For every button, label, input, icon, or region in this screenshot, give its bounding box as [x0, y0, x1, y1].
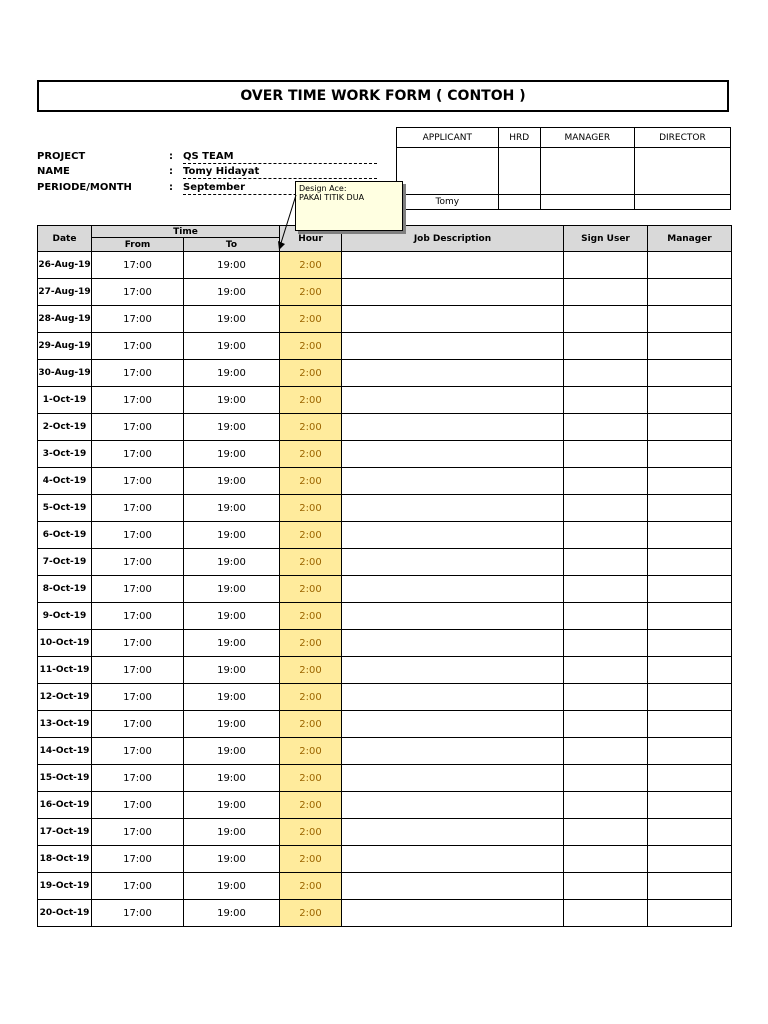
overtime-table — [37, 225, 732, 927]
sign-user-cell[interactable] — [564, 441, 648, 468]
job-description-cell[interactable] — [342, 468, 564, 495]
from-cell[interactable]: 17:00 — [92, 549, 184, 576]
to-cell[interactable]: 19:00 — [184, 873, 280, 900]
sign-user-cell[interactable] — [564, 252, 648, 279]
hour-cell[interactable]: 2:00 — [280, 549, 342, 576]
hour-cell[interactable]: 2:00 — [280, 819, 342, 846]
sign-user-cell[interactable] — [564, 522, 648, 549]
manager-cell[interactable] — [648, 792, 732, 819]
to-cell[interactable]: 19:00 — [184, 522, 280, 549]
hour-cell[interactable]: 2:00 — [280, 576, 342, 603]
manager-cell[interactable] — [648, 738, 732, 765]
from-cell[interactable]: 17:00 — [92, 387, 184, 414]
date-cell[interactable]: 27-Aug-19 — [38, 279, 92, 306]
to-cell[interactable]: 19:00 — [184, 252, 280, 279]
date-cell[interactable]: 16-Oct-19 — [38, 792, 92, 819]
hour-cell[interactable]: 2:00 — [280, 684, 342, 711]
from-cell[interactable]: 17:00 — [92, 846, 184, 873]
table-row — [38, 522, 732, 549]
hour-cell[interactable]: 2:00 — [280, 711, 342, 738]
hour-cell[interactable]: 2:00 — [280, 846, 342, 873]
info-colon: : — [169, 182, 173, 193]
sign-user-cell[interactable] — [564, 603, 648, 630]
sign-user-cell[interactable] — [564, 549, 648, 576]
job-description-cell[interactable] — [342, 279, 564, 306]
from-cell[interactable]: 17:00 — [92, 495, 184, 522]
hour-cell[interactable]: 2:00 — [280, 306, 342, 333]
from-cell[interactable]: 17:00 — [92, 576, 184, 603]
sign-user-cell[interactable] — [564, 819, 648, 846]
date-cell[interactable]: 9-Oct-19 — [38, 603, 92, 630]
from-cell[interactable]: 17:00 — [92, 657, 184, 684]
comment-text: PAKAI TITIK DUA — [299, 193, 365, 202]
manager-cell[interactable] — [648, 441, 732, 468]
job-description-cell[interactable] — [342, 306, 564, 333]
from-cell[interactable]: 17:00 — [92, 333, 184, 360]
table-row — [38, 684, 732, 711]
to-cell[interactable]: 19:00 — [184, 414, 280, 441]
to-cell[interactable]: 19:00 — [184, 360, 280, 387]
table-row — [38, 900, 732, 927]
date-cell[interactable]: 8-Oct-19 — [38, 576, 92, 603]
job-description-cell[interactable] — [342, 603, 564, 630]
approval-header-manager: MANAGER — [540, 128, 634, 148]
manager-cell[interactable] — [648, 576, 732, 603]
hour-cell[interactable]: 2:00 — [280, 441, 342, 468]
header-hour: Hour — [280, 226, 342, 252]
job-description-cell[interactable] — [342, 873, 564, 900]
job-description-cell[interactable] — [342, 738, 564, 765]
to-cell[interactable]: 19:00 — [184, 387, 280, 414]
to-cell[interactable]: 19:00 — [184, 765, 280, 792]
sign-user-cell[interactable] — [564, 792, 648, 819]
sign-user-cell[interactable] — [564, 846, 648, 873]
job-description-cell[interactable] — [342, 414, 564, 441]
form-title: OVER TIME WORK FORM ( CONTOH ) — [37, 80, 729, 112]
table-row — [38, 252, 732, 279]
to-cell[interactable]: 19:00 — [184, 279, 280, 306]
date-cell[interactable]: 26-Aug-19 — [38, 252, 92, 279]
manager-cell[interactable] — [648, 306, 732, 333]
header-to: To — [184, 238, 280, 252]
table-row — [38, 792, 732, 819]
table-row — [38, 360, 732, 387]
from-cell[interactable]: 17:00 — [92, 900, 184, 927]
date-cell[interactable]: 13-Oct-19 — [38, 711, 92, 738]
job-description-cell[interactable] — [342, 576, 564, 603]
info-colon: : — [169, 151, 173, 162]
project-value[interactable]: QS TEAM — [183, 151, 377, 164]
header-from: From — [92, 238, 184, 252]
hour-cell[interactable]: 2:00 — [280, 414, 342, 441]
table-row — [38, 414, 732, 441]
from-cell[interactable]: 17:00 — [92, 522, 184, 549]
manager-cell[interactable] — [648, 900, 732, 927]
from-cell[interactable]: 17:00 — [92, 414, 184, 441]
job-description-cell[interactable] — [342, 441, 564, 468]
hour-cell[interactable]: 2:00 — [280, 468, 342, 495]
to-cell[interactable]: 19:00 — [184, 819, 280, 846]
to-cell[interactable]: 19:00 — [184, 738, 280, 765]
header-date: Date — [38, 226, 92, 252]
sign-user-cell[interactable] — [564, 657, 648, 684]
to-cell[interactable]: 19:00 — [184, 684, 280, 711]
from-cell[interactable]: 17:00 — [92, 630, 184, 657]
manager-cell[interactable] — [648, 873, 732, 900]
cell-comment-popup — [295, 181, 403, 231]
table-row — [38, 549, 732, 576]
date-cell[interactable]: 10-Oct-19 — [38, 630, 92, 657]
date-cell[interactable]: 17-Oct-19 — [38, 819, 92, 846]
approval-name-manager[interactable] — [540, 195, 634, 210]
job-description-cell[interactable] — [342, 630, 564, 657]
date-cell[interactable]: 28-Aug-19 — [38, 306, 92, 333]
header-job-description: Job Description — [342, 226, 564, 252]
manager-cell[interactable] — [648, 819, 732, 846]
to-cell[interactable]: 19:00 — [184, 846, 280, 873]
job-description-cell[interactable] — [342, 360, 564, 387]
job-description-cell[interactable] — [342, 819, 564, 846]
manager-cell[interactable] — [648, 711, 732, 738]
sign-user-cell[interactable] — [564, 495, 648, 522]
table-row — [38, 711, 732, 738]
name-value[interactable]: Tomy Hidayat — [183, 166, 377, 179]
sign-user-cell[interactable] — [564, 468, 648, 495]
info-label: NAME — [37, 166, 70, 177]
manager-cell[interactable] — [648, 522, 732, 549]
sign-user-cell[interactable] — [564, 279, 648, 306]
comment-arrow-icon — [276, 193, 300, 255]
from-cell[interactable]: 17:00 — [92, 792, 184, 819]
hour-cell[interactable]: 2:00 — [280, 630, 342, 657]
date-cell[interactable]: 14-Oct-19 — [38, 738, 92, 765]
manager-cell[interactable] — [648, 468, 732, 495]
from-cell[interactable]: 17:00 — [92, 441, 184, 468]
date-cell[interactable]: 5-Oct-19 — [38, 495, 92, 522]
sign-user-cell[interactable] — [564, 900, 648, 927]
table-row — [38, 846, 732, 873]
to-cell[interactable]: 19:00 — [184, 306, 280, 333]
hour-cell[interactable]: 2:00 — [280, 792, 342, 819]
date-cell[interactable]: 19-Oct-19 — [38, 873, 92, 900]
manager-cell[interactable] — [648, 630, 732, 657]
periode-value[interactable]: September — [183, 182, 377, 195]
sign-user-cell[interactable] — [564, 765, 648, 792]
job-description-cell[interactable] — [342, 900, 564, 927]
hour-cell[interactable]: 2:00 — [280, 279, 342, 306]
hour-cell[interactable]: 2:00 — [280, 252, 342, 279]
signature-box-applicant[interactable] — [397, 148, 499, 195]
from-cell[interactable]: 17:00 — [92, 279, 184, 306]
manager-cell[interactable] — [648, 360, 732, 387]
from-cell[interactable]: 17:00 — [92, 711, 184, 738]
info-colon: : — [169, 166, 173, 177]
manager-cell[interactable] — [648, 252, 732, 279]
hour-cell[interactable]: 2:00 — [280, 360, 342, 387]
sign-user-cell[interactable] — [564, 333, 648, 360]
to-cell[interactable]: 19:00 — [184, 495, 280, 522]
approval-header-applicant: APPLICANT — [397, 128, 499, 148]
info-label: PERIODE/MONTH — [37, 182, 132, 193]
sign-user-cell[interactable] — [564, 684, 648, 711]
table-row — [38, 819, 732, 846]
sign-user-cell[interactable] — [564, 360, 648, 387]
sign-user-cell[interactable] — [564, 306, 648, 333]
approval-header-hrd: HRD — [498, 128, 540, 148]
header-manager: Manager — [648, 226, 732, 252]
date-cell[interactable]: 29-Aug-19 — [38, 333, 92, 360]
info-label: PROJECT — [37, 151, 86, 162]
signature-box-hrd[interactable] — [498, 148, 540, 195]
hour-cell[interactable]: 2:00 — [280, 522, 342, 549]
job-description-cell[interactable] — [342, 657, 564, 684]
manager-cell[interactable] — [648, 495, 732, 522]
approval-name-director[interactable] — [634, 195, 730, 210]
comment-author: Design Ace: — [299, 184, 347, 193]
hour-cell[interactable]: 2:00 — [280, 333, 342, 360]
table-row — [38, 387, 732, 414]
approval-name-hrd[interactable] — [498, 195, 540, 210]
job-description-cell[interactable] — [342, 495, 564, 522]
to-cell[interactable]: 19:00 — [184, 333, 280, 360]
approval-header-director: DIRECTOR — [634, 128, 730, 148]
header-sign-user: Sign User — [564, 226, 648, 252]
hour-cell[interactable]: 2:00 — [280, 738, 342, 765]
job-description-cell[interactable] — [342, 387, 564, 414]
manager-cell[interactable] — [648, 603, 732, 630]
table-row — [38, 765, 732, 792]
sign-user-cell[interactable] — [564, 873, 648, 900]
to-cell[interactable]: 19:00 — [184, 711, 280, 738]
header-time: Time — [92, 226, 280, 238]
to-cell[interactable]: 19:00 — [184, 792, 280, 819]
date-cell[interactable]: 7-Oct-19 — [38, 549, 92, 576]
date-cell[interactable]: 1-Oct-19 — [38, 387, 92, 414]
from-cell[interactable]: 17:00 — [92, 738, 184, 765]
table-row — [38, 333, 732, 360]
job-description-cell[interactable] — [342, 522, 564, 549]
date-cell[interactable]: 20-Oct-19 — [38, 900, 92, 927]
hour-cell[interactable]: 2:00 — [280, 603, 342, 630]
to-cell[interactable]: 19:00 — [184, 441, 280, 468]
approval-table — [396, 127, 731, 210]
to-cell[interactable]: 19:00 — [184, 900, 280, 927]
to-cell[interactable]: 19:00 — [184, 603, 280, 630]
from-cell[interactable]: 17:00 — [92, 684, 184, 711]
manager-cell[interactable] — [648, 549, 732, 576]
sign-user-cell[interactable] — [564, 630, 648, 657]
table-row — [38, 495, 732, 522]
job-description-cell[interactable] — [342, 252, 564, 279]
job-description-cell[interactable] — [342, 333, 564, 360]
date-cell[interactable]: 18-Oct-19 — [38, 846, 92, 873]
table-row — [38, 441, 732, 468]
hour-cell[interactable]: 2:00 — [280, 387, 342, 414]
date-cell[interactable]: 12-Oct-19 — [38, 684, 92, 711]
sign-user-cell[interactable] — [564, 414, 648, 441]
job-description-cell[interactable] — [342, 792, 564, 819]
date-cell[interactable]: 15-Oct-19 — [38, 765, 92, 792]
table-row — [38, 306, 732, 333]
sign-user-cell[interactable] — [564, 738, 648, 765]
manager-cell[interactable] — [648, 657, 732, 684]
hour-cell[interactable]: 2:00 — [280, 900, 342, 927]
table-row — [38, 873, 732, 900]
to-cell[interactable]: 19:00 — [184, 576, 280, 603]
manager-cell[interactable] — [648, 765, 732, 792]
hour-cell[interactable]: 2:00 — [280, 495, 342, 522]
date-cell[interactable]: 11-Oct-19 — [38, 657, 92, 684]
manager-cell[interactable] — [648, 279, 732, 306]
signature-box-director[interactable] — [634, 148, 730, 195]
table-row — [38, 468, 732, 495]
manager-cell[interactable] — [648, 387, 732, 414]
hour-cell[interactable]: 2:00 — [280, 873, 342, 900]
from-cell[interactable]: 17:00 — [92, 468, 184, 495]
from-cell[interactable]: 17:00 — [92, 603, 184, 630]
manager-cell[interactable] — [648, 846, 732, 873]
from-cell[interactable]: 17:00 — [92, 765, 184, 792]
overtime-rows — [38, 252, 732, 927]
approval-name-applicant[interactable]: Tomy — [397, 195, 499, 210]
manager-cell[interactable] — [648, 333, 732, 360]
sign-user-cell[interactable] — [564, 576, 648, 603]
from-cell[interactable]: 17:00 — [92, 360, 184, 387]
job-description-cell[interactable] — [342, 549, 564, 576]
manager-cell[interactable] — [648, 414, 732, 441]
from-cell[interactable]: 17:00 — [92, 873, 184, 900]
job-description-cell[interactable] — [342, 684, 564, 711]
to-cell[interactable]: 19:00 — [184, 657, 280, 684]
table-row — [38, 576, 732, 603]
date-cell[interactable]: 3-Oct-19 — [38, 441, 92, 468]
to-cell[interactable]: 19:00 — [184, 549, 280, 576]
table-row — [38, 630, 732, 657]
job-description-cell[interactable] — [342, 711, 564, 738]
signature-box-manager[interactable] — [540, 148, 634, 195]
table-row — [38, 738, 732, 765]
to-cell[interactable]: 19:00 — [184, 630, 280, 657]
from-cell[interactable]: 17:00 — [92, 819, 184, 846]
table-row — [38, 279, 732, 306]
job-description-cell[interactable] — [342, 765, 564, 792]
hour-cell[interactable]: 2:00 — [280, 657, 342, 684]
from-cell[interactable]: 17:00 — [92, 252, 184, 279]
manager-cell[interactable] — [648, 684, 732, 711]
table-row — [38, 657, 732, 684]
hour-cell[interactable]: 2:00 — [280, 765, 342, 792]
date-cell[interactable]: 6-Oct-19 — [38, 522, 92, 549]
from-cell[interactable]: 17:00 — [92, 306, 184, 333]
job-description-cell[interactable] — [342, 846, 564, 873]
sign-user-cell[interactable] — [564, 711, 648, 738]
date-cell[interactable]: 2-Oct-19 — [38, 414, 92, 441]
date-cell[interactable]: 30-Aug-19 — [38, 360, 92, 387]
date-cell[interactable]: 4-Oct-19 — [38, 468, 92, 495]
table-row — [38, 603, 732, 630]
sign-user-cell[interactable] — [564, 387, 648, 414]
to-cell[interactable]: 19:00 — [184, 468, 280, 495]
